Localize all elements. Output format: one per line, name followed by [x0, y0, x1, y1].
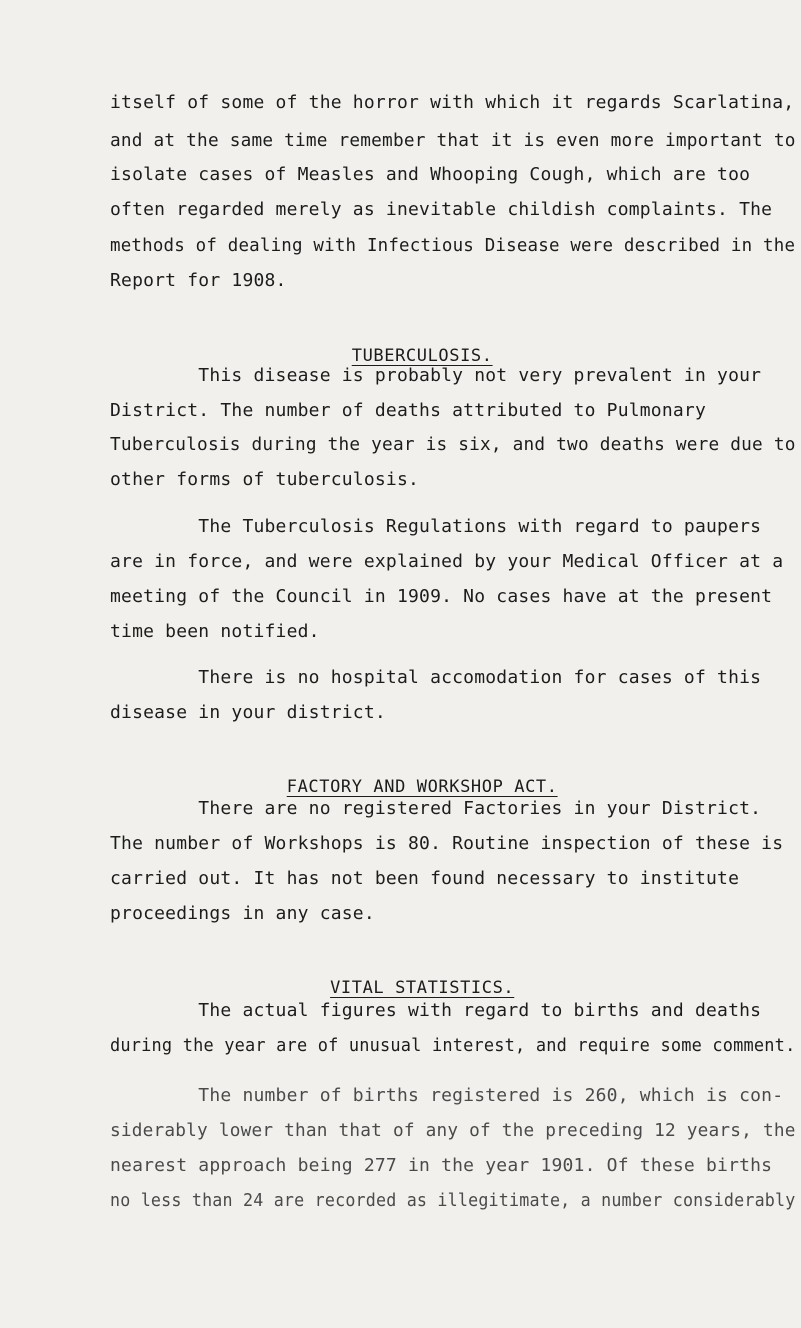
paragraph-line: during the year are of unusual interest, and require some comment.	[110, 1035, 796, 1056]
paragraph-line: disease in your district.	[110, 702, 386, 723]
paragraph-line: no less than 24 are recorded as illegitimate, a number considerably	[110, 1190, 796, 1211]
paragraph-line: proceedings in any case.	[110, 903, 375, 924]
paragraph-line: There are no registered Factories in your District.	[110, 798, 762, 819]
section-heading-text: TUBERCULOSIS.	[351, 346, 493, 366]
paragraph-line: The Tuberculosis Regulations with regard to paupers	[110, 516, 762, 537]
paragraph-line: District. The number of deaths attributed to Pulmonary	[110, 400, 706, 421]
intro-line: methods of dealing with Infectious Disease were described in the	[110, 235, 796, 256]
paragraph-line: carried out. It has not been found necessary to institute	[110, 868, 740, 889]
intro-line: often regarded merely as inevitable childish complaints. The	[110, 199, 773, 220]
intro-line: and at the same time remember that it is even more important to	[110, 130, 796, 151]
paragraph-line: The actual figures with regard to births and deaths	[110, 1000, 762, 1021]
section-heading-text: FACTORY AND WORKSHOP ACT.	[286, 777, 558, 797]
paragraph-line: Tuberculosis during the year is six, and two deaths were due to	[110, 434, 796, 455]
paragraph-line: nearest approach being 277 in the year 1901. Of these births	[110, 1155, 773, 1176]
paragraph-line: This disease is probably not very prevalent in your	[110, 365, 762, 386]
intro-line: Report for 1908.	[110, 270, 287, 291]
section-heading-text: VITAL STATISTICS.	[330, 978, 515, 998]
intro-line: isolate cases of Measles and Whooping Cough, which are too	[110, 164, 751, 185]
paragraph-line: The number of births registered is 260, which is con-	[110, 1085, 784, 1106]
paragraph-line: time been notified.	[110, 621, 320, 642]
paragraph-line: There is no hospital accomodation for cases of this	[110, 667, 762, 688]
paragraph-line: are in force, and were explained by your Medical Officer at a	[110, 551, 784, 572]
paragraph-line: meeting of the Council in 1909. No cases have at the present	[110, 586, 773, 607]
intro-line: itself of some of the horror with which it regards Scarlatina,	[110, 92, 795, 113]
paragraph-line: The number of Workshops is 80. Routine inspection of these is	[110, 833, 784, 854]
paragraph-line: siderably lower than that of any of the preceding 12 years, the	[110, 1120, 796, 1141]
paragraph-line: other forms of tuberculosis.	[110, 469, 420, 490]
